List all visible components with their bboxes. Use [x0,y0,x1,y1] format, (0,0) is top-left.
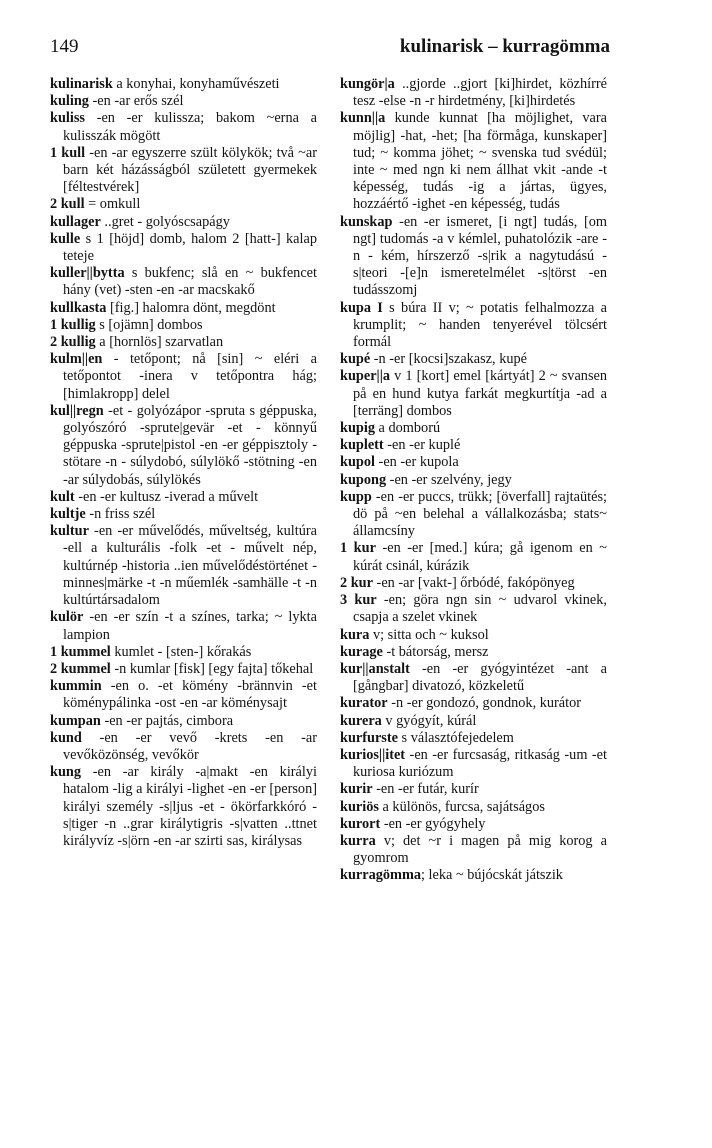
dictionary-entry [50,265,317,299]
entry-headword: kurage [340,643,383,660]
entry-definition: a [hornlös] szarvatlan [95,334,224,351]
dictionary-entry [340,627,607,644]
entry-headword: kulle [50,230,81,247]
entry-definition: v 1 [kort] emel [kártyát] 2 ~ svansen på en hund kutya farkát megkurtítja -ad a [terräng] dombos [353,368,607,419]
dictionary-entry [340,816,607,833]
entry-headword: kulör [50,609,84,626]
entry-definition: -en -er kupola [374,454,459,471]
dictionary-entry [340,351,607,368]
entry-headword: kurera [340,712,382,729]
dictionary-entry [340,695,607,712]
entry-headword: kupa I [340,299,383,316]
dictionary-entry [50,351,317,403]
dictionary-entry [50,214,317,231]
entry-definition: -et - golyózápor -spruta s géppuska, golyószóró -sprute|gevär -et - könnyű géppuska -sprute|pistol -en -er géppisztoly -stötare -n - súlydobó, súlylökő -stötning -en -ar súlydobás, súlylökés [63,402,317,488]
entry-headword: kult [50,488,75,505]
dictionary-entry [340,300,607,352]
entry-definition: kunde kunnat [ha möjlighet, vara möjlig] -hat, -het; [ha förmåga, kunskaper] tud; ~ komma jöhet; ~ svenska tud svédül; inte ~ med ngn ki nem állhat vkit -ande -t képesség, tudás -ig a jártas, ügyes, hozzáértő -ighet -en képesség, tudás [353,110,607,213]
entry-definition: -en -ar erős szél [88,93,184,110]
entry-definition: -en o. -et kömény -brännvin -et köménypálinka -ost -en -ar köménysajt [63,678,317,712]
entry-definition: s 1 [höjd] domb, halom 2 [hatt-] kalap teteje [63,230,317,265]
dictionary-entry [340,437,607,454]
entry-headword: kulm||en [50,351,103,368]
dictionary-entry [340,540,607,574]
entry-headword: kummin [50,678,102,695]
entry-definition: ..gret - golyóscsapágy [100,213,230,230]
dictionary-entry [50,300,317,317]
entry-definition: -n friss szél [85,506,156,523]
entry-headword: kunn||a [340,110,386,127]
entry-headword: 2 kummel [50,660,111,677]
entry-headword: kurragömma [340,867,422,884]
entry-definition: -en -er ismeret, [i ngt] tudás, [om ngt] tudomás -a v kémlel, puhatolózik -are -n - kém, hírszerző -s|rik a nagytudású -s|teori -[e]n ismeretelmélet -s|törst -en tudásszomj [353,213,607,299]
entry-definition: -en -er kulissza; bakom ~erna a kulisszák mögött [63,110,317,144]
entry-headword: kunskap [340,213,393,230]
dictionary-entry [340,661,607,695]
entry-definition: a különös, furcsa, sajátságos [378,798,545,815]
entry-headword: kullager [50,213,101,230]
entry-headword: kund [50,729,82,746]
entry-headword: 2 kullig [50,334,96,351]
page-header [50,36,610,64]
entry-headword: kur||anstalt [340,660,410,677]
dictionary-entry [340,799,607,816]
entry-headword: 1 kull [50,144,86,161]
entry-headword: 1 kummel [50,643,111,660]
entry-definition: v; det ~r i magen på mig korog a gyomrom [353,832,607,867]
entry-headword: kuper||a [340,368,390,385]
entry-definition: -en -er vevő -krets -en -ar vevőközönség, vevőkör [63,729,317,763]
dictionary-entry [50,403,317,489]
dictionary-entry [340,575,607,592]
entry-headword: kungör|a [340,76,395,92]
dictionary-entry [340,730,607,747]
dictionary-entry [50,713,317,730]
entry-headword: kurios||itet [340,746,406,763]
entry-headword: kuplett [340,437,384,454]
entry-headword: 1 kur [340,540,376,557]
dictionary-entry [340,110,607,213]
entry-headword: 2 kull [50,196,85,213]
entry-headword: kurort [340,815,381,832]
dictionary-entry [340,454,607,471]
entry-headword: 1 kullig [50,316,96,333]
dictionary-entry [340,592,607,626]
entry-definition: -en -er pajtás, cimbora [100,712,234,729]
dictionary-entry [340,644,607,661]
dictionary-entry [50,523,317,609]
entry-headword: kuller||bytta [50,265,125,282]
entry-definition: - tetőpont; nå [sin] ~ eléri a tetőpontot -inera v tetőpontra hág; [himlakropp] delel [63,351,317,402]
dictionary-entry [50,678,317,712]
entry-definition: -n -er [kocsi]szakasz, kupé [370,351,528,368]
dictionary-entry [340,781,607,798]
entry-definition: s bukfenc; slå en ~ bukfencet hány (vet) -sten -en -ar macskakő [63,265,317,299]
dictionary-entry [50,506,317,523]
dictionary-entry [50,764,317,850]
dictionary-entry [340,214,607,300]
entry-definition: -en -er furcsaság, ritkaság -um -et kuriosa kuriózum [353,746,607,781]
dictionary-entry [50,317,317,334]
entry-definition: -en -er kultusz -iverad a művelt [74,488,259,505]
entry-definition: v gyógyít, kúrál [381,712,477,729]
entry-definition: -en; göra ngn sin ~ udvarol vkinek, csapja a szelet vkinek [353,592,607,626]
entry-headword: kupp [340,488,372,505]
entry-definition: -en -er szín -t a színes, tarka; ~ lykta lampion [63,609,317,643]
right-column [340,76,607,885]
entry-headword: kuliss [50,110,85,127]
entry-definition: -en -er [med.] kúra; gå igenom en ~ kúrát csinál, kúrázik [353,540,607,574]
entry-definition: a konyhai, konyhaművészeti [112,76,280,92]
dictionary-entry [50,644,317,661]
entry-headword: kupol [340,454,375,471]
dictionary-entry [50,489,317,506]
entry-headword: kultje [50,506,86,523]
entry-headword: kuriös [340,798,379,815]
entry-definition: -en -er gyógyhely [380,815,486,832]
entry-headword: kuling [50,93,89,110]
entry-headword: 2 kur [340,574,373,591]
entry-definition: -en -er kuplé [383,437,461,454]
entry-headword: kumpan [50,712,101,729]
entry-headword: kulinarisk [50,76,113,92]
entry-definition: ; leka ~ bújócskát játszik [421,867,563,884]
entry-definition: -en -er puccs, trükk; [överfall] rajtaütés; dö på ~en belehal a vállalkozásba; stats~ államcsíny [353,488,607,540]
entry-headword: kupig [340,420,375,437]
page-number: 149 [50,36,79,57]
entry-definition: kumlet - [sten-] kőrakás [110,643,252,660]
entry-definition: -en -ar [vakt-] őrbódé, fakópönyeg [372,574,575,591]
dictionary-entry [50,730,317,764]
entry-definition: s választófejedelem [397,729,514,746]
dictionary-entry [340,368,607,420]
entry-definition: v; sitta och ~ kuksol [369,626,489,643]
left-column [50,76,317,850]
dictionary-entry [340,713,607,730]
dictionary-entry [340,867,607,884]
entry-definition: a domború [374,420,441,437]
entry-definition: -en -er gyógyintézet -ant a [gångbar] divatozó, közkeletű [353,660,607,695]
entry-definition: -en -ar egyszerre szült kölykök; två ~ar barn két házásságból született gyermekek [féltestvérek] [63,144,317,196]
entry-headword: kullkasta [50,299,107,316]
dictionary-entry [340,833,607,867]
dictionary-entry [340,472,607,489]
entry-headword: kura [340,626,370,643]
entry-definition: -en -er szelvény, jegy [386,471,512,488]
entry-definition: ..gjorde ..gjort [ki]hirdet, közhírré tesz -else -n -r hirdetmény, [ki]hirdetés [353,76,607,110]
dictionary-entry [50,145,317,197]
dictionary-entry [340,747,607,781]
dictionary-entry [340,420,607,437]
entry-headword: 3 kur [340,592,377,609]
entry-definition: s [ojämn] dombos [95,316,203,333]
entry-headword: kurra [340,832,376,849]
entry-headword: kurfurste [340,729,398,746]
entry-definition: -n kumlar [fisk] [egy fajta] tőkehal [110,660,314,677]
dictionary-entry [50,334,317,351]
entry-definition: -en -er művelődés, műveltség, kultúra -ell a kulturális -folk -et - művelt nép, kultúrnép -historia ..ien művelődéstörténet -minnes|märke -t -n műemlék -samhälle -t -n kultúrtársadalom [63,523,317,609]
entry-headword: kurator [340,695,388,712]
dictionary-entry [50,231,317,265]
dictionary-entry [50,609,317,643]
entry-definition: s búra II v; ~ potatis felhalmozza a krumplit; ~ handen tenyerével tölcsért formál [353,299,607,351]
entry-definition: [fig.] halomra dönt, megdönt [106,299,276,316]
dictionary-entry [50,110,317,144]
entry-definition: -en -ar király -a|makt -en királyi hatalom -lig a királyi -lighet -en -er [person] királyi személy -s|ljus -et - ökörfarkkóró -s|tiger -n ..grar királytigris -s|vatten ..ttnet királyvíz -s|örn -en -ar szirti sas, királysas [63,764,317,849]
entry-headword: kupong [340,471,387,488]
dictionary-entry [50,661,317,678]
dictionary-entry [50,196,317,213]
running-title: kulinarisk – kurragömma [399,36,610,57]
dictionary-entry [50,93,317,110]
entry-definition: = omkull [84,196,141,213]
entry-definition: -t bátorság, mersz [382,643,489,660]
entry-headword: kul||regn [50,402,104,419]
entry-definition: -n -er gondozó, gondnok, kurátor [387,695,582,712]
entry-headword: kurir [340,781,373,798]
dictionary-entry [340,489,607,541]
dictionary-entry [340,76,607,110]
entry-headword: kung [50,764,82,781]
entry-definition: -en -er futár, kurír [372,781,479,798]
entry-headword: kupé [340,351,371,368]
entry-headword: kultur [50,523,89,540]
dictionary-entry [50,76,317,93]
